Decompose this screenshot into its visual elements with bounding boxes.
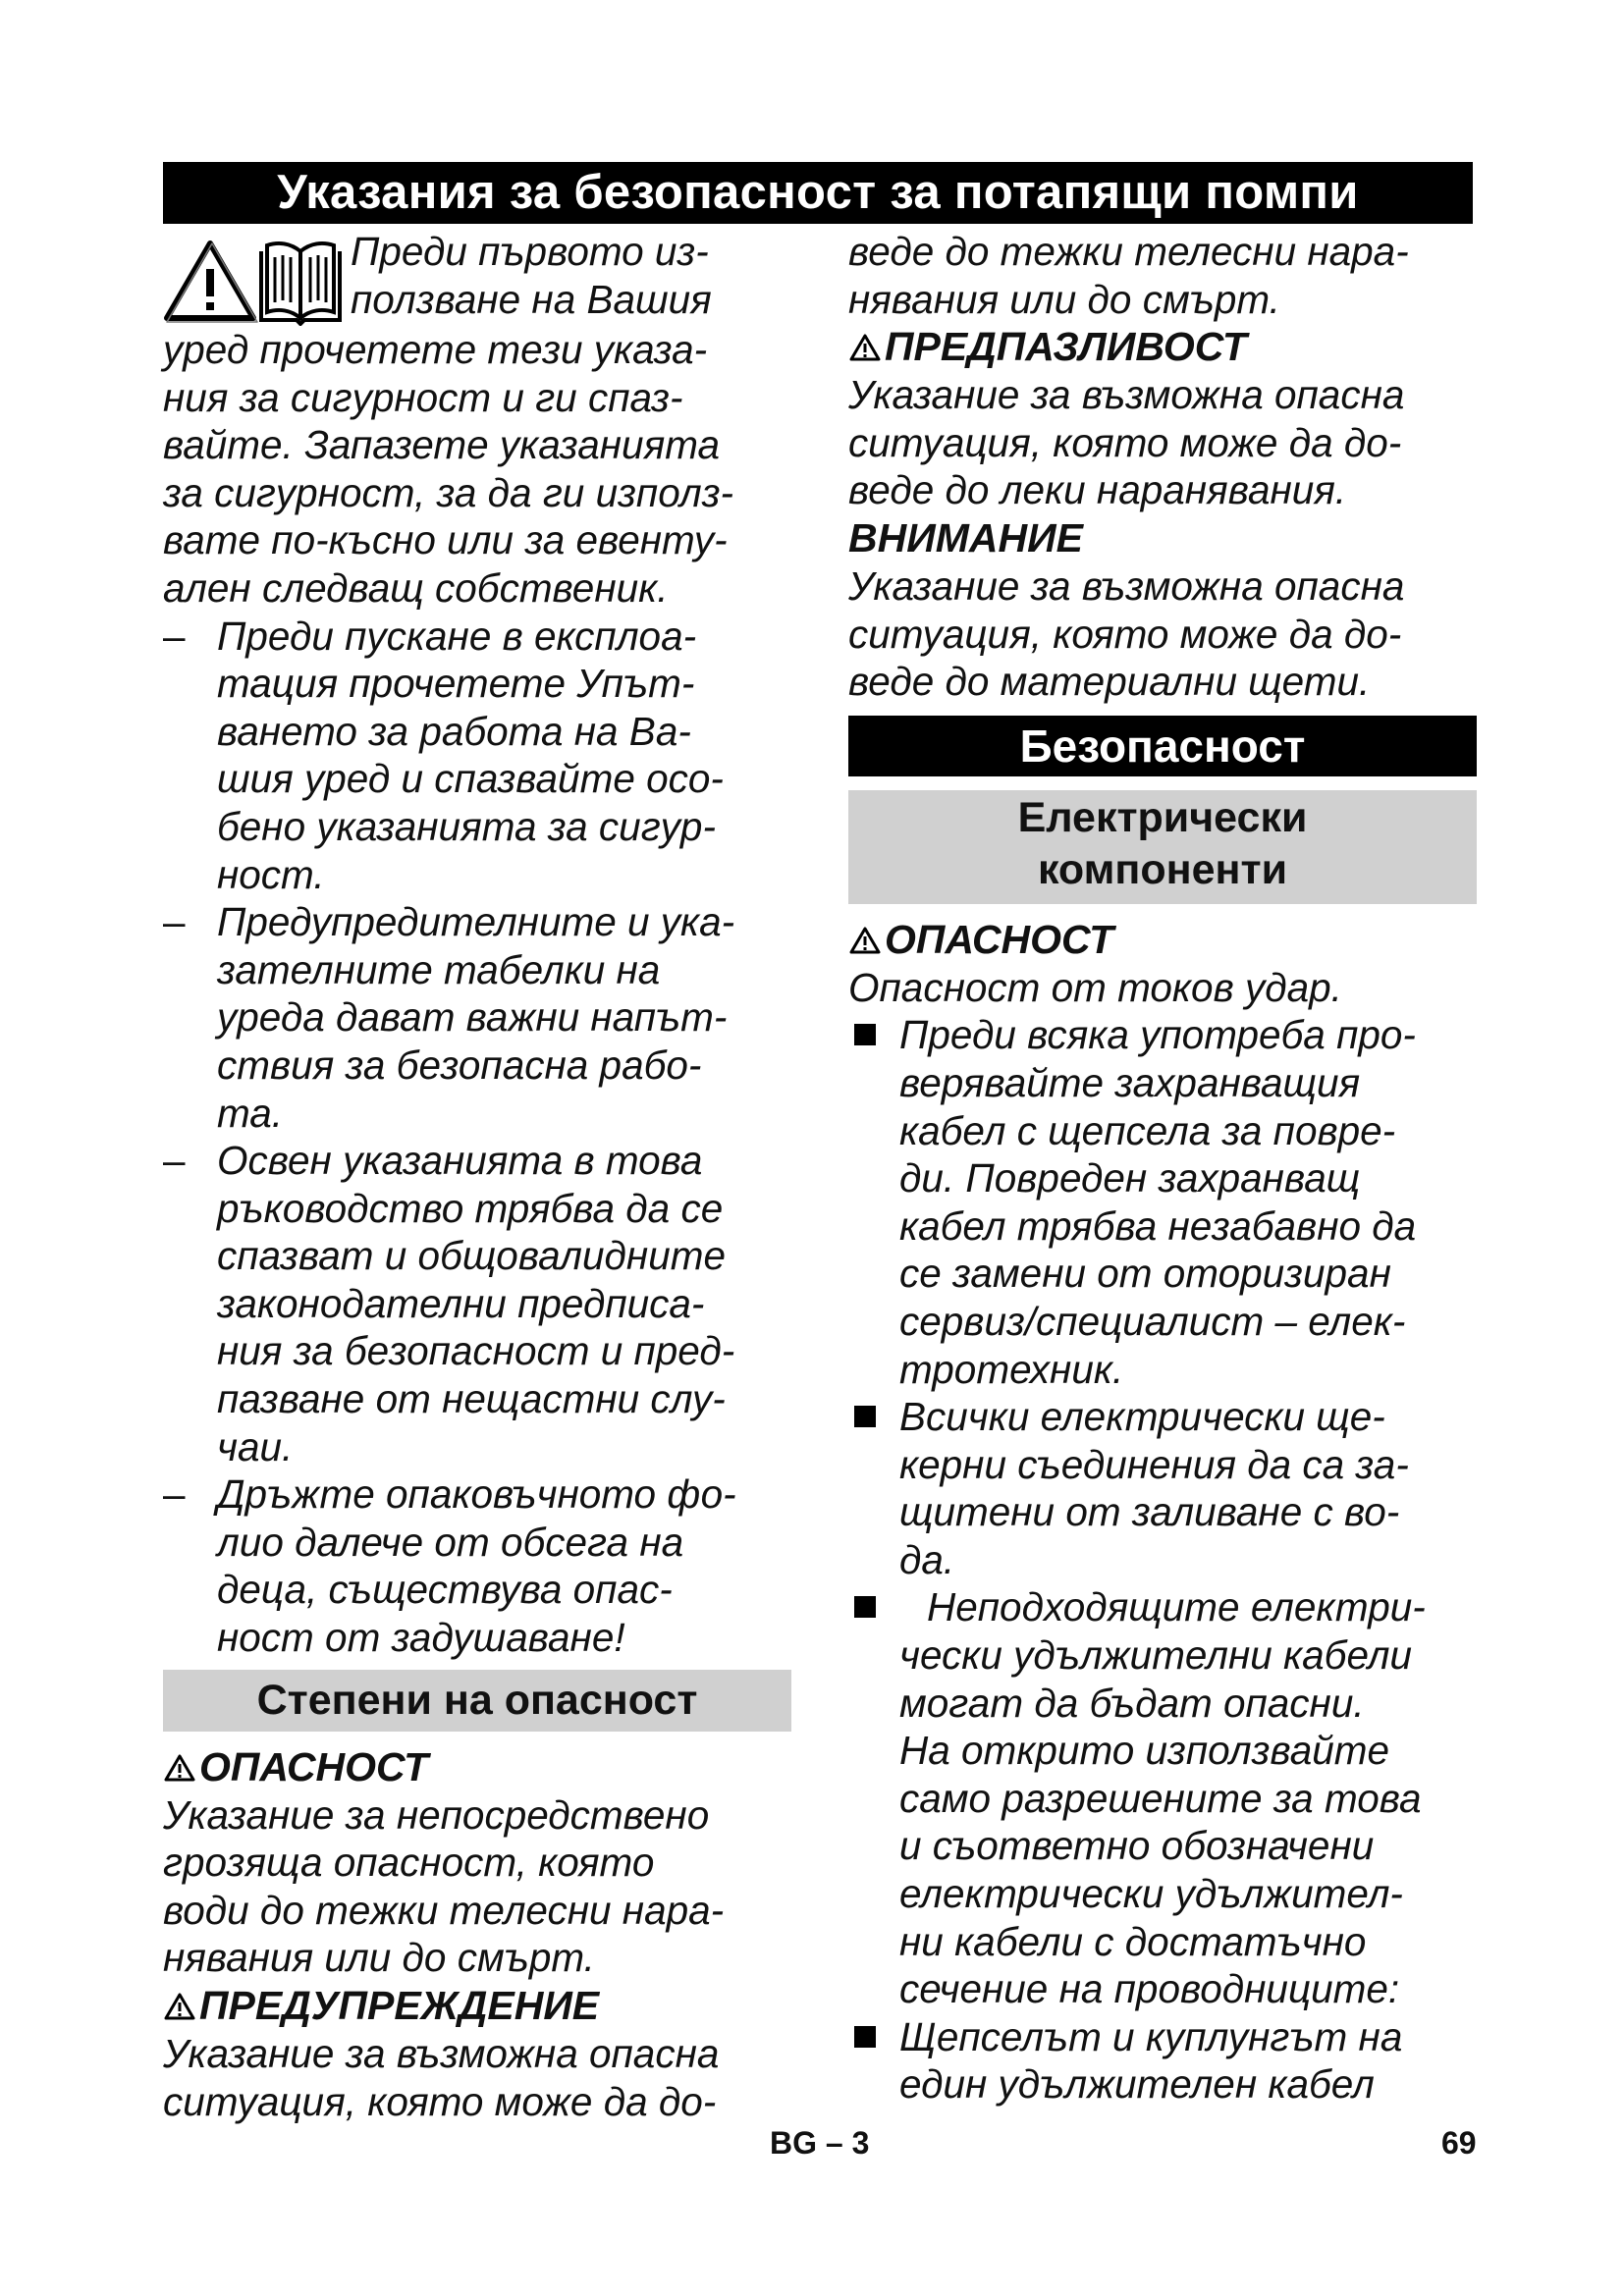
list-line: бено указанията за сигур-: [217, 803, 716, 849]
safety-heading: Безопасност: [848, 716, 1477, 776]
intro-line: ния за сигурност и ги спаз-: [163, 374, 683, 420]
warning-triangle-icon: [848, 926, 882, 955]
list-line: деца, съществува опас-: [217, 1567, 673, 1613]
dash-marker: –: [163, 613, 186, 659]
electric-shock-text: Опасност от токов удар.: [848, 964, 1342, 1010]
warning-triangle-icon: [163, 1753, 196, 1783]
footer-language-code: BG – 3: [770, 2125, 870, 2161]
list-line: зателните табелки на: [217, 946, 661, 992]
list-line: Освен указанията в това: [217, 1138, 703, 1184]
list-line: ствия за безопасна рабо-: [217, 1041, 702, 1088]
warning-signal-word: ПРЕДУПРЕЖДЕНИЕ: [163, 1982, 791, 2030]
list-line: ност от задушаване!: [217, 1615, 625, 1661]
danger-description: Указание за непосредствено грозяща опасност, която води до тежки телесни нара- нявания или до смърт.: [163, 1791, 725, 1981]
intro-bullet-list: [163, 613, 791, 1662]
list-item: [163, 1137, 791, 1470]
intro-line: ползване на Вашия: [351, 276, 712, 322]
list-line: шия уред и спазвайте осо-: [217, 756, 724, 802]
list-line: лио далече от обсега на: [217, 1519, 684, 1565]
electrical-bullet-list: [848, 1011, 1477, 2109]
danger-signal-word: ОПАСНОСТ: [848, 916, 1477, 964]
danger-signal-word: ОПАСНОСТ: [163, 1743, 791, 1791]
caution-signal-word: ПРЕДПАЗЛИВОСТ: [848, 323, 1477, 371]
intro-line: за сигурност, за да ги използ-: [163, 469, 734, 515]
left-column: [163, 228, 791, 2125]
manual-book-icon: [261, 243, 340, 324]
intro-paragraph: [163, 228, 791, 613]
electrical-components-heading: Електрически компоненти: [848, 790, 1477, 904]
warning-and-manual-icons: [163, 238, 345, 326]
list-line: пазване от нещастни слу-: [217, 1376, 726, 1422]
square-bullet-icon: [854, 1406, 876, 1427]
list-line: ръководство трябва да се: [217, 1185, 724, 1231]
page-title-banner: Указания за безопасност за потапящи помпи: [163, 162, 1473, 224]
warning-triangle-icon: [848, 333, 882, 362]
intro-line: вайте. Запазете указанията: [163, 422, 721, 468]
caution-description: Указание за възможна опасна ситуация, която може да до- веде до леки наранявания.: [848, 372, 1405, 513]
list-line: спазват и общовалидните: [217, 1233, 726, 1279]
list-line: уреда дават важни напът-: [217, 994, 728, 1041]
list-line: Преди пускане в експлоа-: [217, 613, 697, 659]
intro-line: ален следващ собственик.: [163, 564, 669, 611]
list-line: чаи.: [217, 1423, 294, 1469]
intro-line: Преди първото из-: [351, 229, 709, 274]
dash-marker: –: [163, 1138, 186, 1184]
warning-triangle-icon: [167, 243, 257, 322]
list-line: ност.: [217, 851, 325, 897]
list-line: тация прочетете Упът-: [217, 661, 695, 707]
list-item: [163, 898, 791, 1137]
list-item: [163, 613, 791, 899]
list-item: [163, 1470, 791, 1661]
list-line: Дръжте опаковъчното фо-: [217, 1471, 736, 1518]
list-line: Предупредителните и ука-: [217, 899, 735, 945]
list-item: Всички електрически ще- керни съединения да са за- щитени от заливане с во- да.: [848, 1393, 1477, 1583]
list-item: Щепселът и куплунгът на един удължителен кабел: [848, 2013, 1477, 2109]
list-line: та.: [217, 1090, 284, 1136]
warning-description-continued: веде до тежки телесни нара- нявания или до смърт.: [848, 229, 1409, 322]
list-line: ния за безопасност и пред-: [217, 1328, 735, 1374]
square-bullet-icon: [854, 2026, 876, 2048]
warning-description: Указание за възможна опасна ситуация, която може да до-: [163, 2031, 720, 2124]
page-number: 69: [1441, 2125, 1477, 2161]
warning-triangle-icon: [163, 1992, 196, 2021]
danger-levels-heading: Степени на опасност: [163, 1670, 791, 1732]
dash-marker: –: [163, 899, 186, 945]
square-bullet-icon: [854, 1596, 876, 1618]
list-item: Неподходящите електри- чески удължителни кабели могат да бъдат опасни. На открито използвайте само разрешените за това и съответно обозначени електрически удължител- ни кабели с достатъчно сечение на проводниците:: [848, 1583, 1477, 2012]
square-bullet-icon: [854, 1024, 876, 1045]
attention-signal-word: ВНИМАНИЕ: [848, 514, 1083, 561]
intro-line: вате по-късно или за евенту-: [163, 517, 728, 563]
intro-line: уред прочетете тези указа-: [163, 327, 708, 372]
list-line: законодателни предписа-: [217, 1280, 705, 1326]
attention-description: Указание за възможна опасна ситуация, която може да до- веде до материални щети.: [848, 562, 1405, 705]
list-line: ването за работа на Ва-: [217, 708, 691, 754]
dash-marker: –: [163, 1471, 186, 1518]
list-item: Преди всяка употреба про- верявайте захранващия кабел с щепсела за повре- ди. Повреден захранващ кабел трябва незабавно да се замени от оторизиран сервиз/специалист – елек- тротехник.: [848, 1011, 1477, 1393]
right-column: [848, 228, 1477, 2109]
